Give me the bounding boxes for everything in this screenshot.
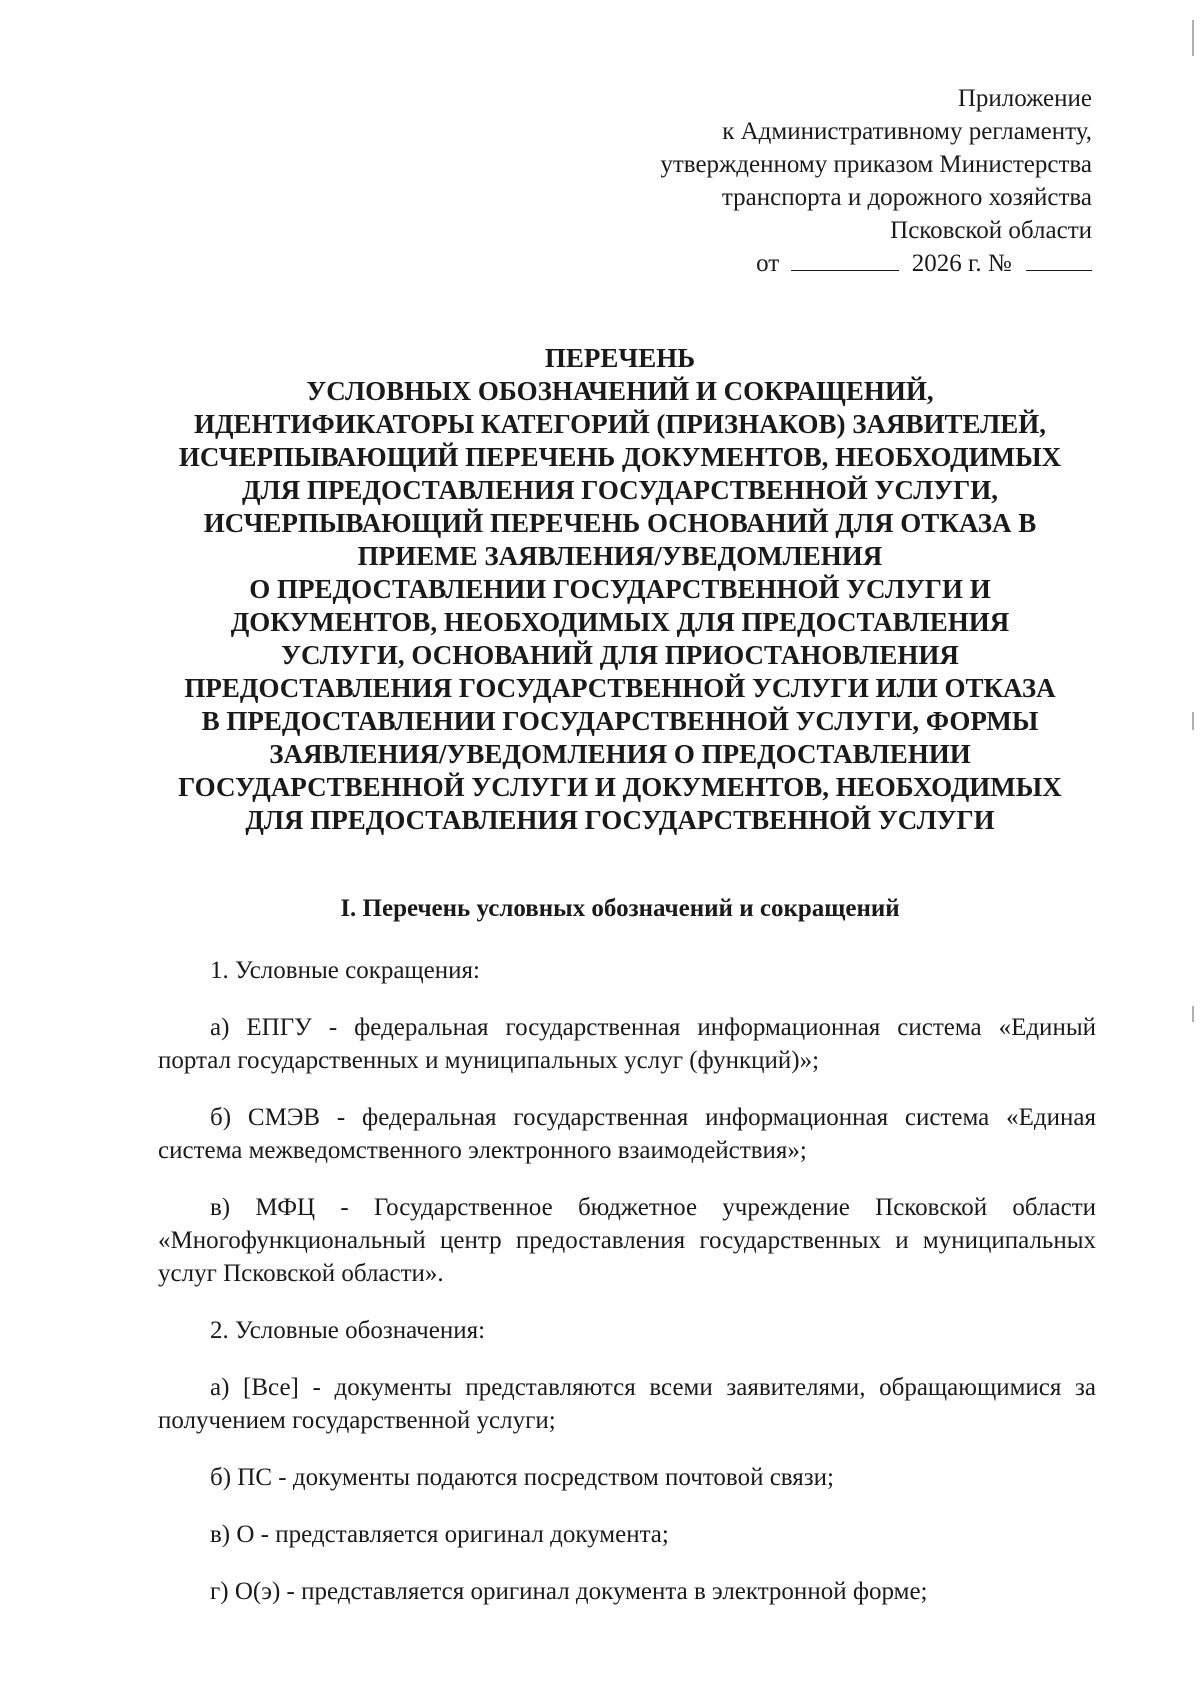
paragraph: а) [Все] - документы представляются всеми заявителями, обращающимися за получением государственной услуги; bbox=[158, 1374, 1096, 1434]
paragraph: 1. Условные сокращения: bbox=[210, 957, 480, 984]
date-blank bbox=[791, 248, 899, 271]
paragraph: в) О - представляется оригинал документа; bbox=[210, 1521, 669, 1548]
document-title bbox=[150, 342, 1090, 837]
number-blank bbox=[1026, 248, 1092, 271]
title-line: ДЛЯ ПРЕДОСТАВЛЕНИЯ ГОСУДАРСТВЕННОЙ УСЛУГИ, bbox=[241, 475, 999, 505]
title-line: ГОСУДАРСТВЕННОЙ УСЛУГИ И ДОКУМЕНТОВ, НЕОБХОДИМЫХ bbox=[178, 772, 1062, 802]
title-line: ДОКУМЕНТОВ, НЕОБХОДИМЫХ ДЛЯ ПРЕДОСТАВЛЕНИЯ bbox=[230, 607, 1010, 637]
paragraph: 2. Условные обозначения: bbox=[210, 1317, 486, 1344]
date-prefix: от bbox=[756, 250, 780, 277]
scan-artifact bbox=[1192, 20, 1194, 56]
section-body bbox=[158, 954, 1096, 1632]
title-line: УСЛУГИ, ОСНОВАНИЙ ДЛЯ ПРИОСТАНОВЛЕНИЯ bbox=[281, 640, 959, 670]
title-line: В ПРЕДОСТАВЛЕНИИ ГОСУДАРСТВЕННОЙ УСЛУГИ, ФОРМЫ bbox=[201, 706, 1039, 736]
paragraph: а) ЕПГУ - федеральная государственная информационная система «Единый портал государственных и муниципальных услуг (функций)»; bbox=[158, 1014, 1096, 1074]
title-line: ПЕРЕЧЕНЬ bbox=[544, 343, 696, 373]
title-line: О ПРЕДОСТАВЛЕНИИ ГОСУДАРСТВЕННОЙ УСЛУГИ И bbox=[249, 574, 991, 604]
appendix-line: к Административному регламенту, bbox=[722, 118, 1092, 145]
appendix-line: Приложение bbox=[957, 85, 1092, 112]
title-line: ПРИЕМЕ ЗАЯВЛЕНИЯ/УВЕДОМЛЕНИЯ bbox=[357, 541, 883, 571]
paragraph: в) МФЦ - Государственное бюджетное учреждение Псковской области «Многофункциональный центр предоставления государственных и муниципальных услуг Псковской области». bbox=[158, 1194, 1096, 1287]
appendix-line: транспорта и дорожного хозяйства bbox=[721, 184, 1092, 211]
appendix-line: утвержденному приказом Министерства bbox=[660, 151, 1092, 178]
date-year: 2026 г. № bbox=[911, 250, 1012, 277]
appendix-date-line bbox=[532, 247, 1092, 280]
scan-artifact bbox=[1192, 1006, 1194, 1022]
title-line: ИДЕНТИФИКАТОРЫ КАТЕГОРИЙ (ПРИЗНАКОВ) ЗАЯВИТЕЛЕЙ, bbox=[193, 409, 1047, 439]
title-line: ПРЕДОСТАВЛЕНИЯ ГОСУДАРСТВЕННОЙ УСЛУГИ ИЛИ ОТКАЗА bbox=[184, 673, 1056, 703]
paragraph: б) ПС - документы подаются посредством почтовой связи; bbox=[210, 1464, 834, 1491]
title-line: ИСЧЕРПЫВАЮЩИЙ ПЕРЕЧЕНЬ ДОКУМЕНТОВ, НЕОБХОДИМЫХ bbox=[178, 442, 1062, 472]
title-line: ЗАЯВЛЕНИЯ/УВЕДОМЛЕНИЯ О ПРЕДОСТАВЛЕНИИ bbox=[269, 739, 971, 769]
title-line: ИСЧЕРПЫВАЮЩИЙ ПЕРЕЧЕНЬ ОСНОВАНИЙ ДЛЯ ОТКАЗА В bbox=[203, 508, 1037, 538]
paragraph: б) СМЭВ - федеральная государственная информационная система «Единая система межведомственного электронного взаимодействия»; bbox=[158, 1104, 1096, 1164]
appendix-block bbox=[532, 82, 1092, 280]
paragraph: г) О(э) - представляется оригинал документа в электронной форме; bbox=[210, 1578, 928, 1605]
section-heading: I. Перечень условных обозначений и сокращений bbox=[340, 895, 900, 922]
scan-artifact bbox=[1192, 712, 1194, 730]
appendix-line: Псковской области bbox=[890, 217, 1092, 244]
title-line: ДЛЯ ПРЕДОСТАВЛЕНИЯ ГОСУДАРСТВЕННОЙ УСЛУГИ bbox=[245, 805, 995, 835]
title-line: УСЛОВНЫХ ОБОЗНАЧЕНИЙ И СОКРАЩЕНИЙ, bbox=[306, 376, 934, 406]
